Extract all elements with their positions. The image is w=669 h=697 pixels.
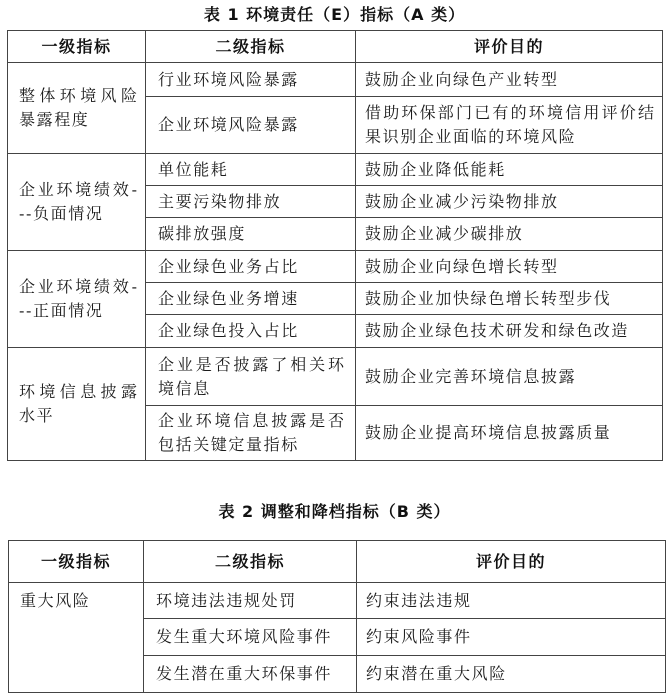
level1-cell [8,63,146,154]
table-1-title: 表 1 环境责任（E）指标（A 类） [203,5,466,24]
purpose-line: 约束潜在重大风险 [366,664,507,683]
purpose-cell [356,186,663,218]
purpose-line: 鼓励企业向绿色产业转型 [365,69,559,89]
level1-line: --负面情况 [19,204,104,223]
level2-line: 碳排放强度 [158,224,247,243]
level2-line: 单位能耗 [158,159,229,179]
table-row [8,348,663,406]
purpose-cell [356,251,663,283]
level2-line: 企业环境信息披露是否 [158,411,344,430]
level2-line: 包括关键定量指标 [158,435,299,454]
purpose-cell [357,583,666,619]
level2-line: 企业绿色业务增速 [158,288,299,308]
level2-cell [144,619,357,656]
table-row [9,583,666,619]
level2-cell [146,63,356,97]
purpose-line: 鼓励企业降低能耗 [365,159,506,179]
level2-line: 行业环境风险暴露 [158,69,299,89]
level2-line: 发生重大环境风险事件 [156,627,333,646]
level1-cell [8,251,146,348]
table-row [8,63,663,97]
header-level2: 二级指标 [146,31,356,63]
purpose-cell [356,283,663,315]
purpose-line: 鼓励企业完善环境信息披露 [365,366,577,386]
level1-cell [8,348,146,461]
purpose-line: 果识别企业面临的环境风险 [365,127,577,146]
level2-cell [146,251,356,283]
table-1 [7,30,663,461]
purpose-cell [356,406,663,461]
header-level1: 一级指标 [8,31,146,63]
level2-cell [146,186,356,218]
level2-line: 主要污染物排放 [158,191,282,211]
level2-line: 发生潜在重大环保事件 [156,664,333,683]
table-row [8,251,663,283]
purpose-line: 鼓励企业减少碳排放 [365,224,524,243]
purpose-line: 鼓励企业提高环境信息披露质量 [365,423,612,442]
level2-line: 环境违法违规处罚 [156,590,297,610]
level1-line: 整体环境风险 [19,86,137,105]
level2-line: 企业绿色投入占比 [158,321,299,340]
level1-line: --正面情况 [19,301,104,320]
table-2 [8,540,666,693]
header-row [9,541,666,583]
table-row [8,154,663,186]
purpose-cell [357,619,666,656]
level1-line: 企业环境绩效- [19,180,137,199]
header-level1: 一级指标 [9,541,144,583]
level1-line: 水平 [19,406,55,425]
level1-line: 企业环境绩效- [19,277,137,296]
level2-line: 企业环境风险暴露 [158,115,299,134]
purpose-cell [357,656,666,693]
level2-cell [146,315,356,348]
level2-cell [146,406,356,461]
purpose-line: 鼓励企业加快绿色增长转型步伐 [365,288,612,308]
header-purpose: 评价目的 [356,31,663,63]
level2-cell [146,348,356,406]
purpose-cell [356,154,663,186]
level2-cell [144,583,357,619]
purpose-line: 借助环保部门已有的环境信用评价结 [365,103,654,122]
level2-line: 企业绿色业务占比 [158,256,299,276]
purpose-line: 约束风险事件 [366,627,472,646]
level2-line: 境信息 [158,378,211,398]
purpose-cell [356,348,663,406]
level2-line: 企业是否披露了相关环 [158,354,344,374]
header-purpose: 评价目的 [357,541,666,583]
table-2-title: 表 2 调整和降档指标（B 类） [218,502,451,521]
purpose-cell [356,218,663,251]
level1-line: 暴露程度 [19,110,90,129]
level2-cell [146,283,356,315]
purpose-cell [356,315,663,348]
purpose-cell [356,97,663,154]
purpose-line: 鼓励企业减少污染物排放 [365,191,559,211]
level1-line: 环境信息披露 [19,382,137,401]
level2-cell [144,656,357,693]
level1-cell [8,154,146,251]
purpose-cell [356,63,663,97]
purpose-line: 约束违法违规 [366,590,472,610]
purpose-line: 鼓励企业绿色技术研发和绿色改造 [365,321,630,340]
level2-cell [146,97,356,154]
level1-line: 重大风险 [20,591,91,610]
level2-cell [146,154,356,186]
level2-cell [146,218,356,251]
header-row [8,31,663,63]
header-level2: 二级指标 [144,541,357,583]
purpose-line: 鼓励企业向绿色增长转型 [365,256,559,276]
level1-cell [9,583,144,693]
